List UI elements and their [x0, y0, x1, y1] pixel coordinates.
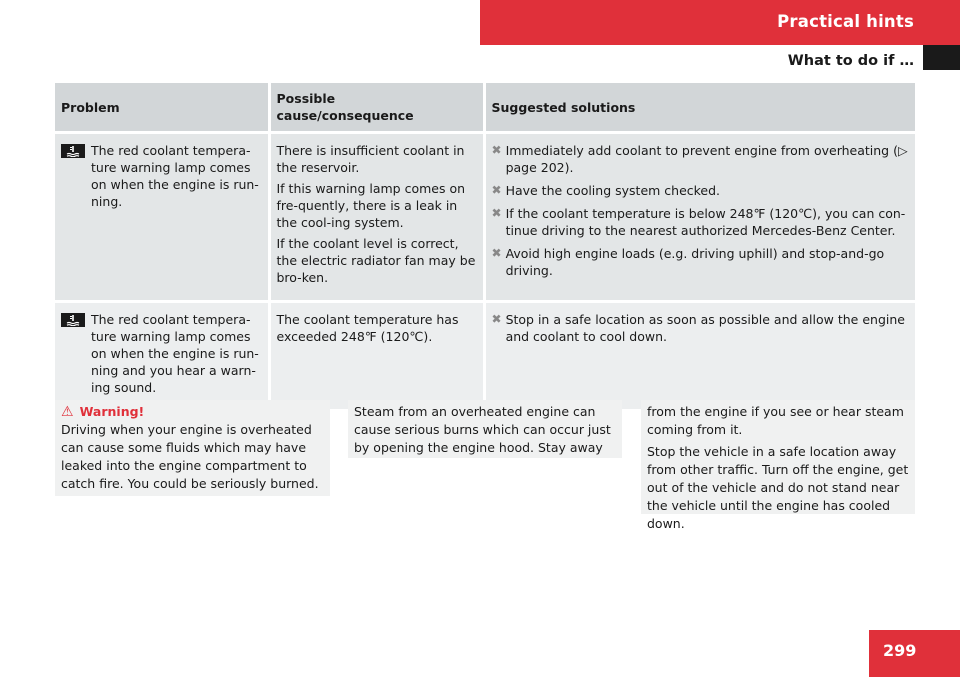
cause-cell: [269, 302, 484, 410]
problem-cell: [55, 133, 269, 302]
text-column-2: [348, 400, 622, 458]
column-header-solutions: Suggested solutions: [484, 83, 915, 133]
bullet-arrow-icon: ✖: [491, 246, 502, 260]
section-banner: [480, 0, 960, 45]
solutions-cell: [484, 302, 915, 410]
solution-text: If the coolant temperature is below 248℉ (120℃), you can con-tinue driving to the nearest authorized Mercedes-Benz Center.: [505, 206, 906, 238]
solution-item: [492, 245, 910, 279]
coolant-temperature-lamp-icon: [61, 313, 85, 327]
solutions-cell: [484, 133, 915, 302]
warning-title: Warning!: [79, 404, 145, 419]
solution-item: [492, 205, 910, 239]
problem-text: The red coolant tempera-ture warning lamp comes on when the engine is run-ning.: [91, 143, 259, 209]
column-header-problem: Problem: [55, 83, 269, 133]
column-header-cause: Possible cause/consequence: [269, 83, 484, 133]
solution-text: Stop in a safe location as soon as possible and allow the engine and coolant to cool down.: [505, 312, 905, 344]
solution-text: Avoid high engine loads (e.g. driving uphill) and stop-and-go driving.: [505, 246, 885, 278]
bullet-arrow-icon: ✖: [491, 183, 502, 197]
solution-text: Immediately add coolant to prevent engine from overheating (▷ page 202).: [505, 143, 908, 175]
cause-text: The coolant temperature has exceeded 248℉ (120℃).: [276, 312, 459, 344]
section-tab-marker: [923, 45, 960, 70]
cause-text: If the coolant level is correct, the electric radiator fan may be bro-ken.: [276, 236, 476, 285]
coolant-temperature-lamp-icon: [61, 144, 85, 158]
page-number: 299: [883, 641, 917, 660]
cause-cell: [269, 133, 484, 302]
page-number-box: [869, 630, 960, 677]
steam-warning-text: Steam from an overheated engine can cause serious burns which can occur just by opening the engine hood. Stay away: [354, 404, 611, 455]
troubleshooting-table: [55, 83, 915, 409]
solution-text: Have the cooling system checked.: [505, 183, 721, 198]
warning-box: [55, 400, 330, 496]
warning-triangle-icon: ⚠: [61, 404, 74, 420]
warning-heading: [61, 403, 324, 421]
table-row: [55, 133, 915, 302]
bullet-arrow-icon: ✖: [491, 206, 502, 220]
warning-body: Driving when your engine is overheated can cause some fluids which may have leaked into the engine compartment to catch fire. You could be seriously burned.: [61, 422, 319, 491]
text-column-3: [641, 400, 915, 531]
bullet-arrow-icon: ✖: [491, 312, 502, 326]
problem-cell: [55, 302, 269, 410]
table-row: [55, 302, 915, 410]
table-header-row: [55, 83, 915, 133]
solution-item: [492, 182, 910, 199]
subsection-title: What to do if …: [787, 53, 914, 69]
bullet-arrow-icon: ✖: [491, 143, 502, 157]
problem-text: The red coolant tempera-ture warning lamp comes on when the engine is run-ning and you hear a warn-ing sound.: [91, 312, 259, 395]
cause-text: If this warning lamp comes on fre-quently, there is a leak in the cool-ing system.: [276, 181, 466, 230]
solution-item: [492, 142, 910, 176]
solution-item: [492, 311, 910, 345]
section-title: Practical hints: [777, 12, 914, 31]
steam-continued-text: from the engine if you see or hear steam coming from it.: [647, 404, 904, 437]
cause-text: There is insufficient coolant in the reservoir.: [276, 143, 465, 175]
stop-vehicle-text: Stop the vehicle in a safe location away from other traffic. Turn off the engine, get out of the vehicle and do not stand near the vehicle until the engine has cooled down.: [647, 444, 909, 531]
